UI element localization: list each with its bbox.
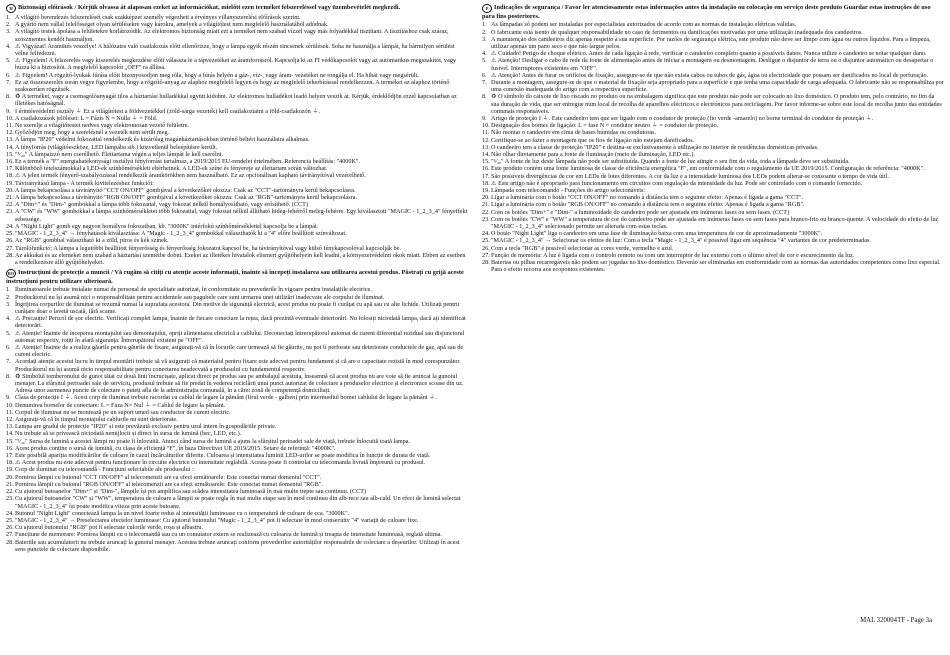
list-item [482,216,944,230]
list-item [6,158,468,165]
item-text: A fényforrás (világítóeszköze, LED lámpába stb.) közvetlenül beleépítésre került. [15,143,218,151]
list-item [6,430,468,437]
list-item [6,474,468,481]
item-text: Artigo de proteção I ⏚. Este candeeiro tem que ser ligado com o condutor de proteção (fio verde -amarelo) no borne terminal do condutor de proteção ⏚. [491,114,874,122]
item-text: Designação dos bornes de ligação: L = fase N = condutor neutro ⏚ = condutor de proteção. [491,122,719,130]
item-text: Pornirea lămpii cu butonul "CCT ON/OFF" al telecomenzii are ca efect următoarele: Este conectat numai domeniul "CCT". [15,473,322,481]
item-number: 12. [6,416,14,424]
item-text: A lámpa bekapcsolása a távirányító "RGB ON/OFF" gombjával a következőket okozza: Csak az "RGB"-tartományra kerül bekapcsolásra. [15,194,358,202]
item-text: A csatlakozások jelölései: L = Fázis N = Nulla ⏚ = Föld. [15,114,158,122]
list-item [6,315,468,329]
list-item [6,223,468,230]
item-number: 20. [6,186,14,194]
section-title: Biztonsági előírások / Kérjük olvassa át alaposan ezeket az információkat, mielőtt ezen terméket felszereléssel vagy üzembevételét megkezdi. [18,4,401,11]
item-text: Tárolófunkció: A lámpa a legutóbbi beállított fényerősség és fényerősség fokozatot kapcsol be, ha távirányítóval vagy külső fénykapcsolóval kapcsolják be. [15,244,401,252]
item-number: 14. [482,150,490,158]
item-number: 5. [6,57,11,65]
item-text: Ez a termék a "F" energiahatékonysági osztályú fényforrást tartalmaz, a 2019/2015 EU-rendelet értelmében. Referencia beállítás: "4000K". [15,158,361,166]
item-number: 9. [482,114,487,122]
item-number: 20. [6,473,14,481]
item-text: Não olhar diretamente para a fonte de iluminação (meio de iluminação, LED etc.). [491,150,695,158]
item-number: 25. [6,230,14,238]
list-item [6,129,468,136]
item-text: Função de memória: A luz é ligada com o controlo remoto ou com um interruptor de luz externo com o último nível de cor e escurecimento da luz. [491,251,855,259]
list-item [6,438,468,445]
language-badge-icon: P [482,4,492,13]
item-text: ⚠ Atenție! Înainte de începerea montajului sau demontajului, opriți alimentarea electrică a cablului. Deconectați întrerupătorul automat de curent diferențial rezidual sau disjunctorul automat respectiv, rotiți în afară siguranța. Întrerupătorul existent pe "OFF". [15,329,465,344]
item-number: 16. [6,158,14,166]
item-text: Acest produs conține o sursă de lumină, cu clasa de eficiență "F", în baza Directivei UE 2019/2015. Setare de referință: "4000K". [15,444,336,452]
item-text: ⚠ Atenção! Antes de furar os orifícios de fixação, assegure-se de que não exista cabos ou tubos de gás, água ou electricidade que possam ser danificados no local de perfuração. [491,71,929,79]
list-item [6,79,468,93]
item-number: 27. [6,531,14,539]
list-item [482,151,944,158]
item-text: "⁵∕₄₀" Sursa de lumină a acestei lămpi nu poate fi înlocuită. Atunci când sursa de lumină a ajuns la sfârșitul perioadei sale de viață, trebuie înlocuită toată lampa. [15,437,411,445]
section-portuguese [482,4,944,273]
item-number: 19. [482,186,490,194]
item-text: ⚠ Atenção! Desligar o cabo de rede da fonte de alimentação antes de iniciar a montagem ou desmontagem. Desligue o disjuntor de terra ou o disjuntor automático ou desapertar o fusível. Interruptores existentes em "OFF". [491,57,934,72]
list-item [6,72,468,79]
item-text: Bateriile sau acumulatorii nu trebuie aruncați la gunoiul menajer. Acestea trebuie aruncați conform prevederilor autorităților responsabile de colectare a deșeurilor. Utilizați în acest sens punctele de colectare disponibile. [15,538,460,553]
section-romanian [6,269,468,553]
list-item [6,208,468,222]
item-text: Com a tecla "RGB" é possível selecionar as cores verde, vermelho e azul. [491,244,674,252]
list-item [6,416,468,423]
list-item [482,93,944,115]
item-number: 28. [482,259,490,266]
item-text: O botão "Night Light" liga o candeeiro em uma fase de iluminação baixa com uma temperatura de cor de aproximadamente "3000K". [491,230,823,238]
item-number: 7. [6,78,11,86]
list-item [6,245,468,252]
list-item [6,252,468,266]
item-text: Nu trebuie să se privească niciodată nemijlocit și direct în sursa de lumină (bec, LED, etc.). [15,430,242,438]
list-item [6,301,468,315]
list-item [6,286,468,293]
item-text: A "Night Light" gomb egy nagyon homályos fokozatban, kb. "3000K" intérfokú színhőmérséklettel kapcsolja be a lámpát. [15,222,319,230]
list-item [6,43,468,57]
item-number: 17. [6,452,14,460]
left-column [6,4,468,652]
list-item [6,510,468,517]
item-text: Cu ajutorul butonului "RGB" pot fi selectate culorile verde, roșu și albastru. [15,524,204,532]
item-text: Certifique-se ao fazer a montagem que os fios de ligação não estejam danificados. [491,136,695,144]
item-number: 6. [6,344,11,352]
item-number: 6. [6,71,11,79]
item-number: 18. [6,172,14,180]
list-item [6,122,468,129]
item-text: ⚠ Figyelem! A rögzítő-lyukak fúrása előtt bizonyosodjon meg róla, hogy a fúrás helyén a gáz-, víz-, vagy áram- vezetéket ne rongálja el. Ha hibát vagy megsérült. [15,71,419,79]
list-item [6,358,468,372]
item-number: 3. [6,300,11,308]
list-item [6,151,468,158]
item-number: 22. [6,201,14,209]
item-text: ⚠ Este artigo não é apropriado para funcionamento em circuitos com regulação da intensidade da luz. Pode ser controlado com o comando fornecido. [491,179,863,187]
item-number: 12. [6,129,14,137]
list-item [482,194,944,201]
list-item [6,230,468,237]
list-item [6,459,468,466]
list-item [482,165,944,172]
item-text: I érintésvédelmi osztály ⏚ Ez a világítótest a földvezetékkel (zöld-sárga vezeték) kell csatlakoztatni a föld-csatlakozón ⏚. [15,107,321,115]
list-item [6,93,468,107]
list-item [6,172,468,179]
list-item [482,29,944,36]
list-item [6,517,468,524]
item-number: 14. [6,430,14,438]
item-number: 11. [482,129,490,137]
item-number: 24. [6,509,14,517]
item-text: ⚠ Acest produs nu este adecvat pentru funcționare în circuite electrice cu intensitate reglabilă. Acesta poate fi controlat cu telecomanda livrată împreună cu produsul. [15,459,426,467]
list-item [482,259,944,273]
list-item [482,129,944,136]
list-item [482,237,944,244]
list-item [482,50,944,57]
item-number: 3. [6,28,11,36]
item-number: 21. [6,194,14,202]
item-number: 4. [6,315,11,323]
item-number: 5. [482,57,487,65]
item-text: Este posibilă apariția modificărilor de culoare în cazul încărcăturilor diferite. Culoarea și intensitatea luminii LED-urilor se poate modifica în funcție de durata de viață. [15,452,431,460]
language-badge-icon: H [6,4,16,13]
section-title: Indicações de segurança / Favor ler atenciosamente estas informações antes da instalação ou colocação em serviço deste produto Guardar estas instruções de uso para fins posteriores. [482,4,931,20]
list-item [6,452,468,459]
list-item [482,115,944,122]
item-number: 19. [6,466,14,474]
section-title: Instrucțiuni de protecție a muncii / Vă rugăm să citiți cu atenție aceste informații, înainte să începeți instalarea sau utilizarea acestui produs. Păstrați cu grijă aceste instrucțiuni pentru utilizare ulterioară. [6,269,464,286]
item-text: Ne szerelje a világítótestet nedves vagy elektromosan vezető felületre. [15,122,190,130]
item-text: "MAGIC - 1_2_3_4" → Selecionar os efeitos de luz: Com a tecla "Magic - 1_2_3_4" é possível ligar em sequência "4" variantes de cor predeterminadas. [491,237,871,245]
item-number: 2. [482,28,487,36]
list-item [482,158,944,165]
list-item [6,495,468,509]
item-number: 26. [6,237,14,245]
list-item [482,209,944,216]
item-text: A "CW" és "WW" gombokkal a lámpa színhőmérsékletet több fokozattal, vagy fokozat nélkül állítható hideg-fehérről meleg-fehérre. Egy kiválasztott "MAGIC - 1_2_3_4" fényeffekt sebessége. [15,208,468,223]
list-item [6,330,468,344]
item-text: Cu ajutorul butoanelor "Dim+" și "Dim-", lămpile își pot amplifica sau scădea intensitatea luminoasă în mai multe trepte sau continuu. (CCT) [15,488,367,496]
item-text: A "Dim+" és "Dim-" gombokkal a lámpa több fokozattal, vagy fokozat nélkül homályosítható, vagy erősíthető. (CCT) [15,201,309,209]
item-number: 10. [482,122,490,130]
item-text: Ligar a luminária com o botão "RGB ON/OFF" no comando à distância tem o seguinte efeito: Apenas é ligada a gama "RGB". [491,201,805,209]
item-text: ♻ O símbolo do caixote de lixo riscado no produto ou na embalagem significa que este produto não pode ser colocado no lixo doméstico. O produto tem, pelo contrário, no fim da sua duração de vida, que ser entregue num local de recolha de aparelhos eléctricos e electrónicos para reciclagem. Por favor informe-se sobre este local de recolha junto das entidades comunais responsáveis. [491,93,942,115]
item-text: Ez az összeszerelés során vegye figyelembe, hogy a rögzítő-anyag az alaphoz megfelelő legyen és hogy az megfelelő teherbírással rendelkezzen. A terméket az alaphoz történő szakszerűen rögzítsék. [15,78,450,94]
item-text: ♻ A terméket, vagy a csomagolóanyagát tilos a háztartási hulladékkal együtt kidobni. Az elektromos hulladékot leadó helyen veszik át. Kérjük, érdeklődjön ezzel kapcsolatban az illetékes hatóságnál. [15,93,457,108]
item-text: ⚠ Vigyázat! Áramütés veszélye! A hálózatra való csatlakozás előtt ellenőrizze, hogy a lámpa egyik részén sincsenek sérülések. Soha ne használja a lámpát, ha bármilyen sérülést vélne felfedezni. [15,42,455,58]
item-text: São possíveis divergências de cor em LEDs de lotes diferentes. A cor da luz e a intensidade luminosa dos LEDs podem alterar-se consoante o tempo de vida útil. [491,172,889,180]
list-item [6,488,468,495]
item-text: Não montar o candeeiro em cima de bases húmidas ou condutoras. [491,129,657,137]
list-item [6,165,468,172]
list-item [6,115,468,122]
list-item [482,79,944,93]
item-text: ♻ Simbolul tomberonului de gunoi tăiat cu două linii încrucișate, aplicat direct pe produs sau pe ambalajul acestuia, înseamnă că acest produs nu are voie să fie aruncat la gunoiul menajer. La sfârșitul perioadei sale de serviciu, produsul trebuie să fie predat în vederea reciclării unui punct autorizat de colectare a produselor electrice și electronice scoase din uz. Adresa unor asemenea puncte de colectare o puteți afla de la administrația comunală, în a cărei zonă de competență domiciliați. [15,372,464,395]
item-text: Ligar a luminária com o botão "CCT ON/OFF" no comando à distância tem o seguinte efeito: Apenas é ligada a gama "CCT". [491,194,804,202]
list-item [482,245,944,252]
item-text: "⁵∕₄₀" A fonte de luz deste lâmpada não pode ser substituída. Quando a fonte de luz atingir o seu fim da vida, toda a lâmpada deve ser substituída. [491,158,850,166]
item-text: Este produto contém uma fonte luminosa de classe de eficiência energética "F", em conformidade com o regulamento da UE 2019/2015. Configuração de referência: "4000K". [491,165,925,173]
item-number: 3. [482,35,487,43]
item-text: ⚠ Cuidado! Perigo de choque elétrico. Antes de cada ligação à rede, verificar o candeeiro completo quanto a possíveis danos. Nunca utilize o candeeiro se notar qualquer dano. [491,50,927,58]
item-number: 10. [6,114,14,122]
item-number: 4. [6,42,11,50]
instruction-list [6,286,468,553]
item-text: A világító testek ápolása a felületekre korlátozódik. Az elektromos biztonság miatt ezt a terméket nem szabad vízzel vagy más folyadékkal tisztítani. A tisztításhoz csak száraz, szöszmentes kendőt használjon. [15,28,449,43]
item-number: 18. [482,179,490,187]
item-text: Funcțiune de memorare: Pornirea lămpii cu o telecomandă sau cu un comutator extern se realizează cu culoarea de lumină și treapta de intensitate luminoasă, reglată ultima. [15,531,442,539]
item-text: A lámpa bekapcsolása a távirányító "CCT ON/OFF" gombjával a következőket okozza: Csak az "CCT"-tartományra kerül bekapcsolásra. [15,186,356,194]
item-text: Távirányítású lámpa - A termék kivitelezéshez funkciói: [15,179,154,187]
list-item [6,394,468,401]
item-number: 8. [6,93,11,101]
item-number: 5. [6,329,11,337]
item-text: Com os botões "Dim+" e "Dim-" a luminosidade do candeeiro pode ser ajustada em inúmeras fases ou sem fases. (CCT) [491,208,790,216]
item-number: 10. [6,401,14,409]
list-item [6,409,468,416]
item-number: 1. [6,14,11,21]
list-item [482,187,944,194]
item-text: A lámpa "IP20" védelmi fokozattal rendelkezik és kizárólag magánháztartásokban történő beltéri használatra alkalmas. [15,136,310,144]
item-text: ⚠ Figyelem! A felszerelés vagy kiszerelés megkezdése előtt válassza le a tápvezetéket az áramforrásról. Kapcsolja ki az FI védőkapcsolót vagy az automatikus megszakítót, vagy húzza ki a biztosítót. A megfelelő kapcsolót „OFF” ra állítsa. [15,57,457,72]
section-hungarian [6,4,468,266]
item-text: A manutenção dos candeeiros diz apenas respeito à sua superfície. Por razões de segurança elétrica, este produto não deve ser limpo com água ou outros líquidos. Para a limpeza, utilizar apenas um pano seco e que não largue pelos. [491,35,931,50]
instruction-list [6,14,468,266]
list-item [6,14,468,21]
list-item [6,539,468,553]
list-item [6,201,468,208]
item-text: O candeeiro tem a classe de proteção "IP20" e destina-se exclusivamente à utilização no interior de residências domésticas privadas. [491,143,819,151]
item-number: 17. [6,165,14,173]
item-number: 15. [482,158,490,166]
item-number: 22. [6,488,14,496]
item-number: 15. [6,437,14,445]
list-item [482,201,944,208]
list-item [6,194,468,201]
list-item [6,524,468,531]
item-text: O fabricante está isento de qualquer responsabilidade no caso de ferimentos ou danificações motivadas por uma utilização inadequada dos candeeiros. [491,28,863,36]
section-heading [482,4,944,20]
item-number: 15. [6,150,14,158]
list-item [482,21,944,28]
item-number: 23. [6,208,14,216]
item-text: Butonul "Night Light" conectează lampa la un nivel foarte redus al intensității luminoase cu o temperatură de culoare de cca. "3000K". [15,509,350,517]
item-text: "MAGIC - 1_2_3_4" → fényhatások kiválasztása: A "Magic - 1_2_3_4" gombokkal választhatók ki a "4" előre beállított színváltozat. [15,230,347,238]
list-item [6,373,468,395]
right-column [482,4,944,564]
list-item [482,252,944,259]
item-number: 9. [6,107,11,115]
item-number: 2. [6,21,11,29]
list-item [6,21,468,28]
section-heading [6,4,468,13]
item-number: 22. [482,208,490,216]
list-item [482,144,944,151]
item-text: A világító berendezés felszerelését csak szakképzet személy végezheti a érvényes villanyszerelési előírások szerint. [15,14,301,21]
item-number: 14. [6,143,14,151]
item-text: Com os botões "CW" e "WW" a temperatura de cor do candeeiro pode ser ajustada em inúmeras fases ou sem fases para branco-frio ou branco-quente. A velocidade do efeito de luz "MAGIC - 1_2_3_4" selecionado permite ser alterada com estas teclas. [491,215,939,230]
list-item [6,423,468,430]
item-number: 6. [482,71,487,79]
item-text: Asigurați-vă că în timpul montajului cablurile nu sunt deteriorate. [15,416,178,424]
list-item [482,36,944,50]
item-number: 7. [6,358,11,366]
item-number: 11. [6,122,14,130]
list-item [482,173,944,180]
item-text: Lâmpada com telecomando - Funções do artigo selecionáveis: [491,186,646,194]
item-number: 19. [6,179,14,187]
item-text: Az akkukat és az elemeket nem szabad a háztartási szemétbe dobni. Ezeket az illetékes hivatalok elismert gyűjtőhelyein kell leadni, a környezetvédelmi okok miatt. Ebben az esetben a rendelkezésre álló gyűjtőhelyeket. [15,251,466,266]
item-text: Durante a montagem, assegure-se de que o material de fixação seja apropriado para a superfície e que tenha uma capacidade de carga adequada. O fabricante não se responsabiliza por uma conexão inadequada do artigo com a respectiva superfície. [491,78,944,94]
list-item [6,294,468,301]
item-text: Acordați atenție acestui lucru în timpul montării trebuie să vă asigurați că materialul pentru fixare este adecvat pentru fundament și că are o capacitate rezistă în mod corespunzător. Producătorul nu își asumă nicio responsabilitate pentru conectarea neadecvată a produsului cu fundamentul respectiv. [15,358,461,373]
item-number: 13. [482,143,490,151]
item-text: Clasa de protecție I ⏚. Acest corp de iluminat trebuie racordat cu cablul de legare la pământ (firul verde - galben) prin intermediul bornei cablului de legare la pământ ⏚. [15,394,437,402]
list-item [6,344,468,358]
item-number: 1. [482,21,487,29]
item-number: 27. [482,251,490,259]
item-number: 13. [6,423,14,431]
item-number: 16. [6,444,14,452]
item-number: 27. [6,244,14,252]
page-footer: MAL 320004TF - Page 3a [860,617,932,624]
list-item [482,230,944,237]
item-number: 25. [482,237,490,245]
item-number: 8. [482,93,487,101]
item-text: "⁵∕₄₀" A lámpaizzó nem cserélhető. Élettartama végén a teljes lámpát le kell cserélni. [15,150,224,158]
list-item [6,481,468,488]
list-item [6,445,468,452]
item-number: 8. [6,372,11,380]
item-number: 28. [6,538,14,546]
item-number: 23. [482,215,490,223]
section-heading [6,269,468,285]
item-number: 25. [6,516,14,524]
item-text: Baterias ou pilhas recarregáveis não podem ser jogadas no lixo doméstico. Deverão ser eliminadas em conformidade com as normas das autoridades competentes como lixo especial. Para o efeito recorra aos ecopontos existentes. [491,259,941,274]
list-item [482,137,944,144]
item-text: "MAGIC - 1_2_3_4" → Preselectarea efectelor luminoase: Cu ajutorul butonului "Magic - 1_2_3_4" pot fi selectate în mod consecutiv "4" variații de culoare fixe. [15,516,419,524]
item-text: Lampa are gradul de protecție "IP20" și este prevăzută exclusiv pentru uzul intern în gospodăriile private. [15,423,277,431]
item-number: 1. [6,286,11,294]
list-item [6,466,468,473]
list-item [6,28,468,42]
list-item [482,72,944,79]
item-number: 7. [482,78,487,86]
item-text: ⚠ Atenție! Înainte de a realiza găurile pentru găurile de fixare, asigurați-vă că în locurile care urmează să fie găurite, nu pot fi perforate sau deteriorate conductele de gaz, apă sau de curent electric. [15,344,464,359]
item-number: 21. [482,201,490,209]
instruction-list [482,21,944,273]
item-number: 2. [6,293,11,301]
item-text: ⚠ A jelen termék fényerő-szabályozással rendelkezik áramkörökben nem használható. Ez az opcionálisan kapható távirányítóval vezérelhető. [15,172,366,180]
list-item [6,57,468,71]
list-item [6,136,468,143]
item-number: 12. [482,136,490,144]
item-number: 28. [6,251,14,259]
item-text: Iluminatoarele trebuie instalate numai de personal de specialitate autorizat, în conformitate cu prevederile în vigoare pentru instalațiile electrice. [15,286,372,294]
item-text: Îngrijirea corpurilor de iluminat se rezumă numai la suprafața acestora. Din motive de siguranță electrică, acest produs nu poate fi curățat cu apă sau cu alte lichide. Utilizați pentru curățare doar o lavetă uscată, fără scame. [15,300,460,316]
list-item [482,57,944,71]
item-number: 4. [482,50,487,58]
item-number: 9. [6,394,11,402]
item-number: 26. [482,244,490,252]
item-number: 11. [6,408,14,416]
language-badge-icon: RO [7,271,15,277]
item-text: Denumirea bornelor de conectare: L = Faza N= Nul ⏚ = Cablul de legare la pământ. [15,401,226,409]
item-number: 20. [482,194,490,202]
list-item [6,180,468,187]
item-text: Producătorul nu își asumă nici o responsabilitate pentru accidentele sau pagubele care sunt urmarea unei utilizări inadecvate ale corpului de iluminat. [15,293,385,301]
item-number: 24. [6,222,14,230]
item-text: Pornirea lămpii cu butonul "RGB ON/OFF" al telecomenzii are ca efect următoarele: Este conectat numai domeniul "RGB". [15,480,323,488]
list-item [6,187,468,194]
item-number: 18. [6,459,14,467]
list-item [6,108,468,115]
list-item [6,144,468,151]
list-item [6,237,468,244]
item-text: Corp de iluminat cu telecomandă - Funcțiuni selectabile ale produsului : [15,466,194,474]
list-item [482,180,944,187]
item-number: 16. [482,165,490,173]
item-number: 13. [6,136,14,144]
list-item [6,531,468,538]
item-text: Az "RGB" gombbal választható ki a zöld, piros és kék színek. [15,237,169,245]
item-text: Cu ajutorul butoanelor "CW" și "WW", temperatura de culoare a lămpii se poate regla în mai multe etape sau în mod continuu din alb-rece sau alb-cald. Un efect de lumină selectat "MAGIC - 1_2_3_4" își poate modifica viteza prin aceste butoane. [15,495,461,510]
item-number: 26. [6,524,14,532]
item-text: A gyártó nem vállal felelősséget olyan sérülésekre vagy károkra, amelyek a világítótest nem megfelelő használatából adódnak. [15,21,329,29]
item-number: 17. [482,172,490,180]
item-text: Különböző tételszámokkal a LED-ek színhőmérsékleti eltérhetnek. A LED-ek színe és fényereje az élettartam során változhat. [15,165,328,173]
list-item [482,122,944,129]
item-number: 21. [6,480,14,488]
item-text: Corpul de iluminat nu se montează pe un suport umed sau conductor de curent electric. [15,408,231,416]
item-text: ⚠ Precauție! Pericol de șoc electric. Verificați complet lampa, înainte de fiecare conectare la rețea, dacă prezintă eventuale deteriorări. Nu folosiți niciodată lampa, dacă ați identificat deteriorări. [15,315,466,330]
item-number: 23. [6,495,14,503]
item-text: Győződjön meg, hogy a szerelésnél a vezeték nem sérült meg. [15,129,170,137]
item-number: 24. [482,230,490,238]
item-text: As lâmpadas só podem ser instaladas por especialistas autorizados de acordo com as normas de instalação elétricas válidas. [491,21,797,29]
list-item [6,402,468,409]
